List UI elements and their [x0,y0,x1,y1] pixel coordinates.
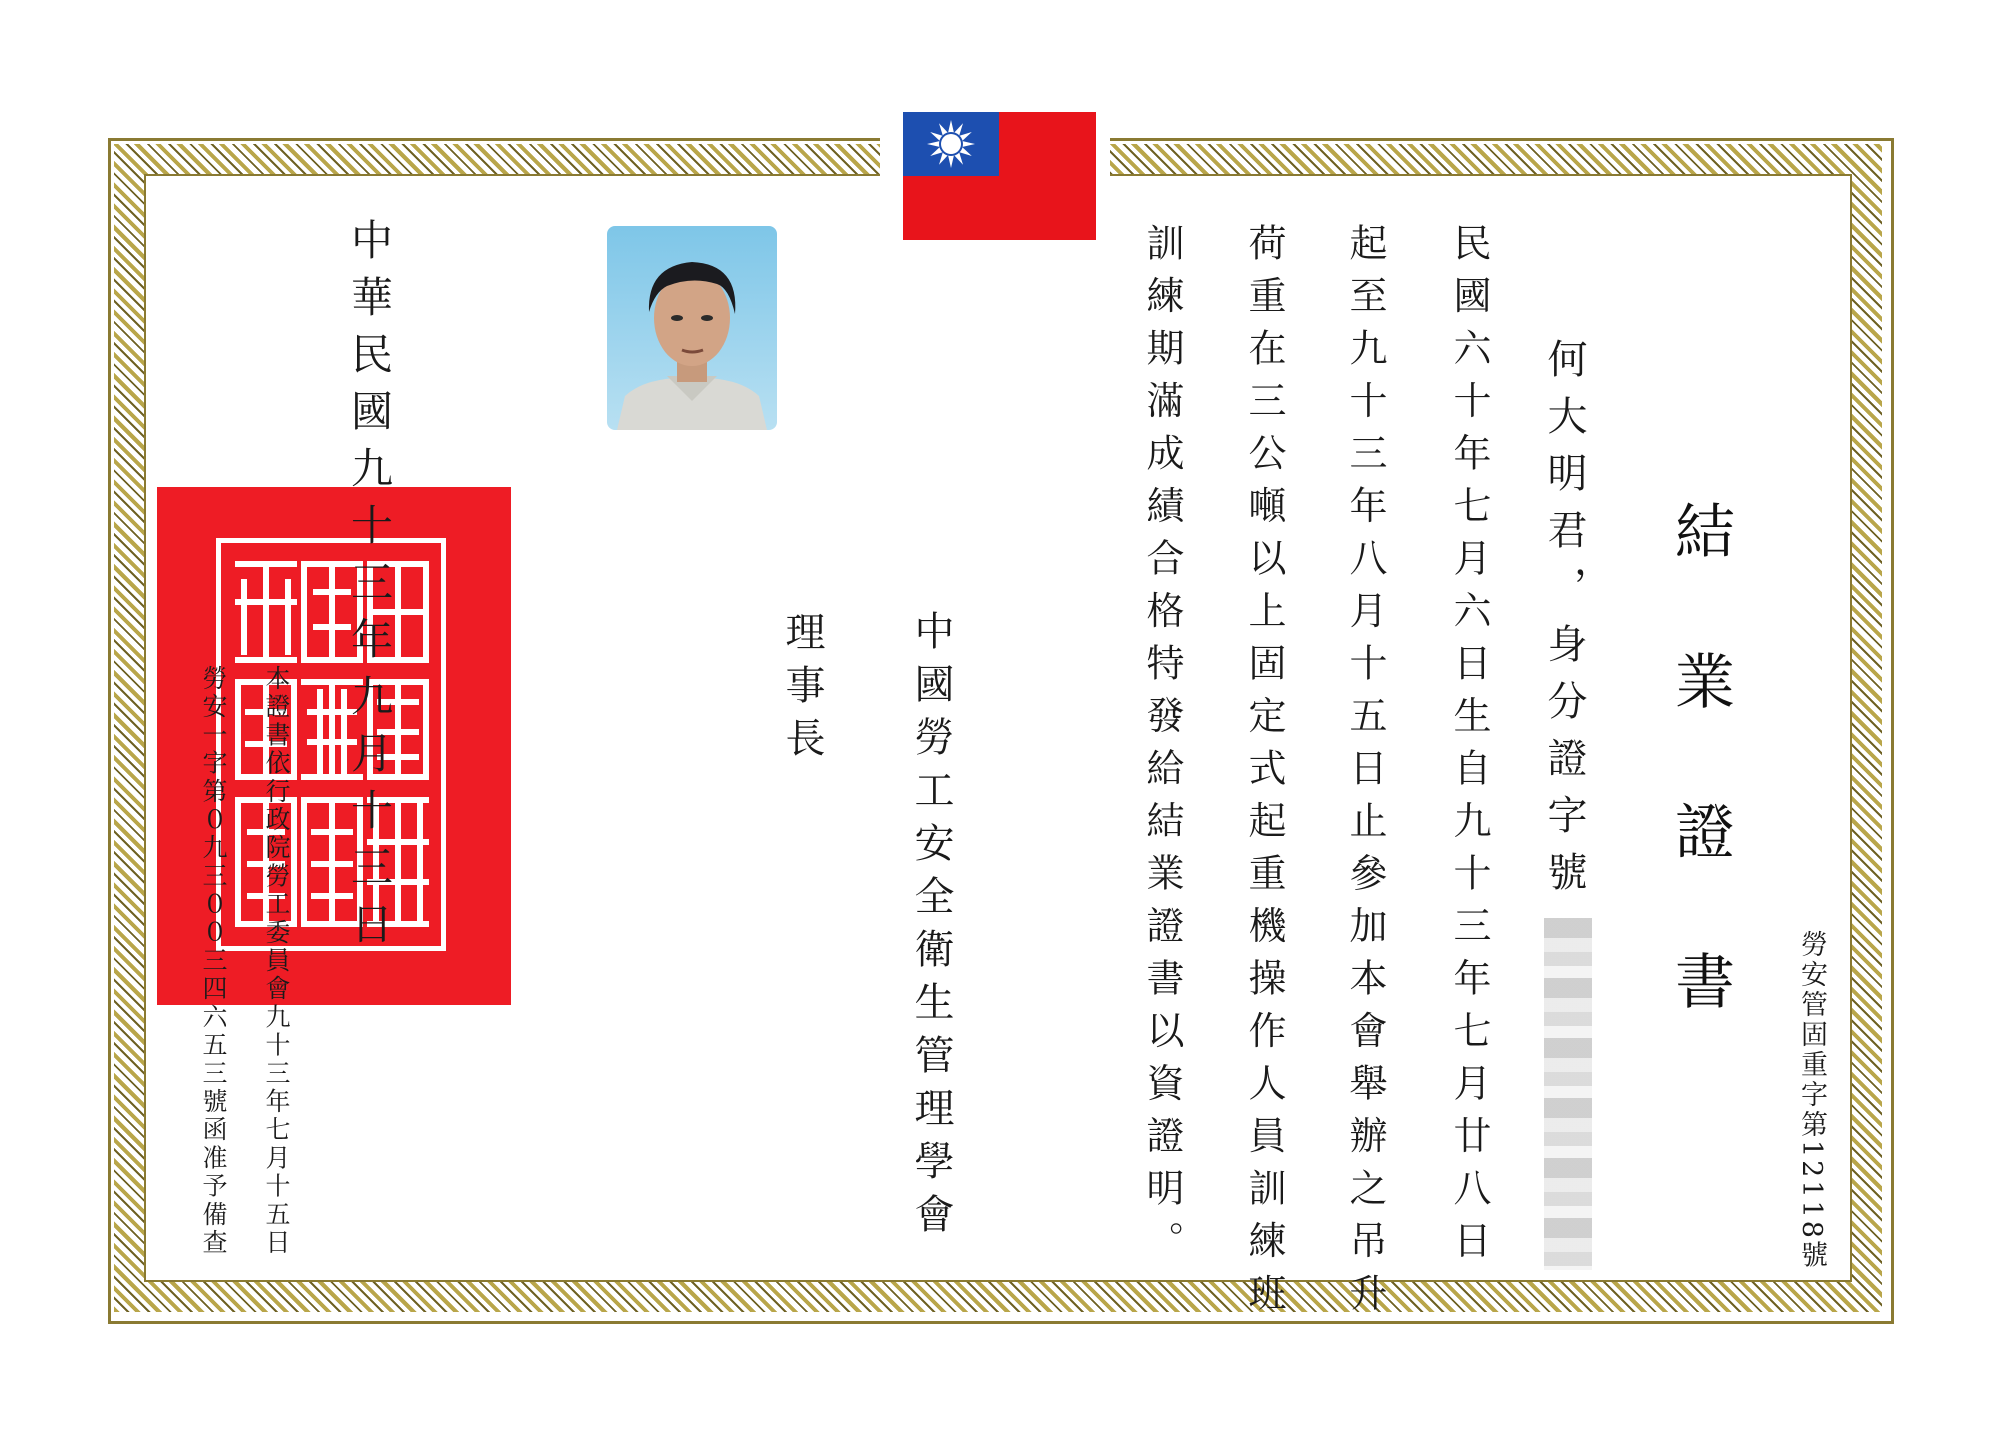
roc-flag-icon [903,112,1096,240]
id-number-redacted [1544,918,1592,1270]
portrait-photo [607,226,777,430]
certificate-number-suffix: 號 [1796,1240,1827,1271]
issue-date: 中華民國九十三年九月十三日 [345,218,394,959]
signatory-title: 理事長 [779,611,825,770]
certificate-title: 結業證書 [1665,500,1735,1100]
certificate-number-value: 12118 [1796,1140,1827,1241]
body-text-line: 起至九十三年八月十五日止參加本會舉辦之吊升 [1343,223,1387,1326]
recipient-name-line: 何大明君，身分證字號 [1541,338,1587,908]
certificate-number [1798,930,1825,1271]
body-text-line: 訓練期滿成績合格特發給結業證書以資證明。 [1140,223,1184,1273]
seal-glyphs [230,552,432,937]
issuer-name: 中國勞工安全衛生管理學會 [908,610,954,1246]
certificate-number-prefix: 勞安管固重字第 [1796,930,1827,1140]
approval-note: 本證書依行政院勞工委員會九十三年七月十五日 [262,665,291,1258]
body-text-line: 民國六十年七月六日生自九十三年七月廿八日 [1447,223,1491,1273]
body-text-line: 荷重在三公噸以上固定式起重機操作人員訓練班 [1242,223,1286,1326]
approval-note: 勞安一字第０九三００三四六五三號函准予備查 [199,665,228,1258]
